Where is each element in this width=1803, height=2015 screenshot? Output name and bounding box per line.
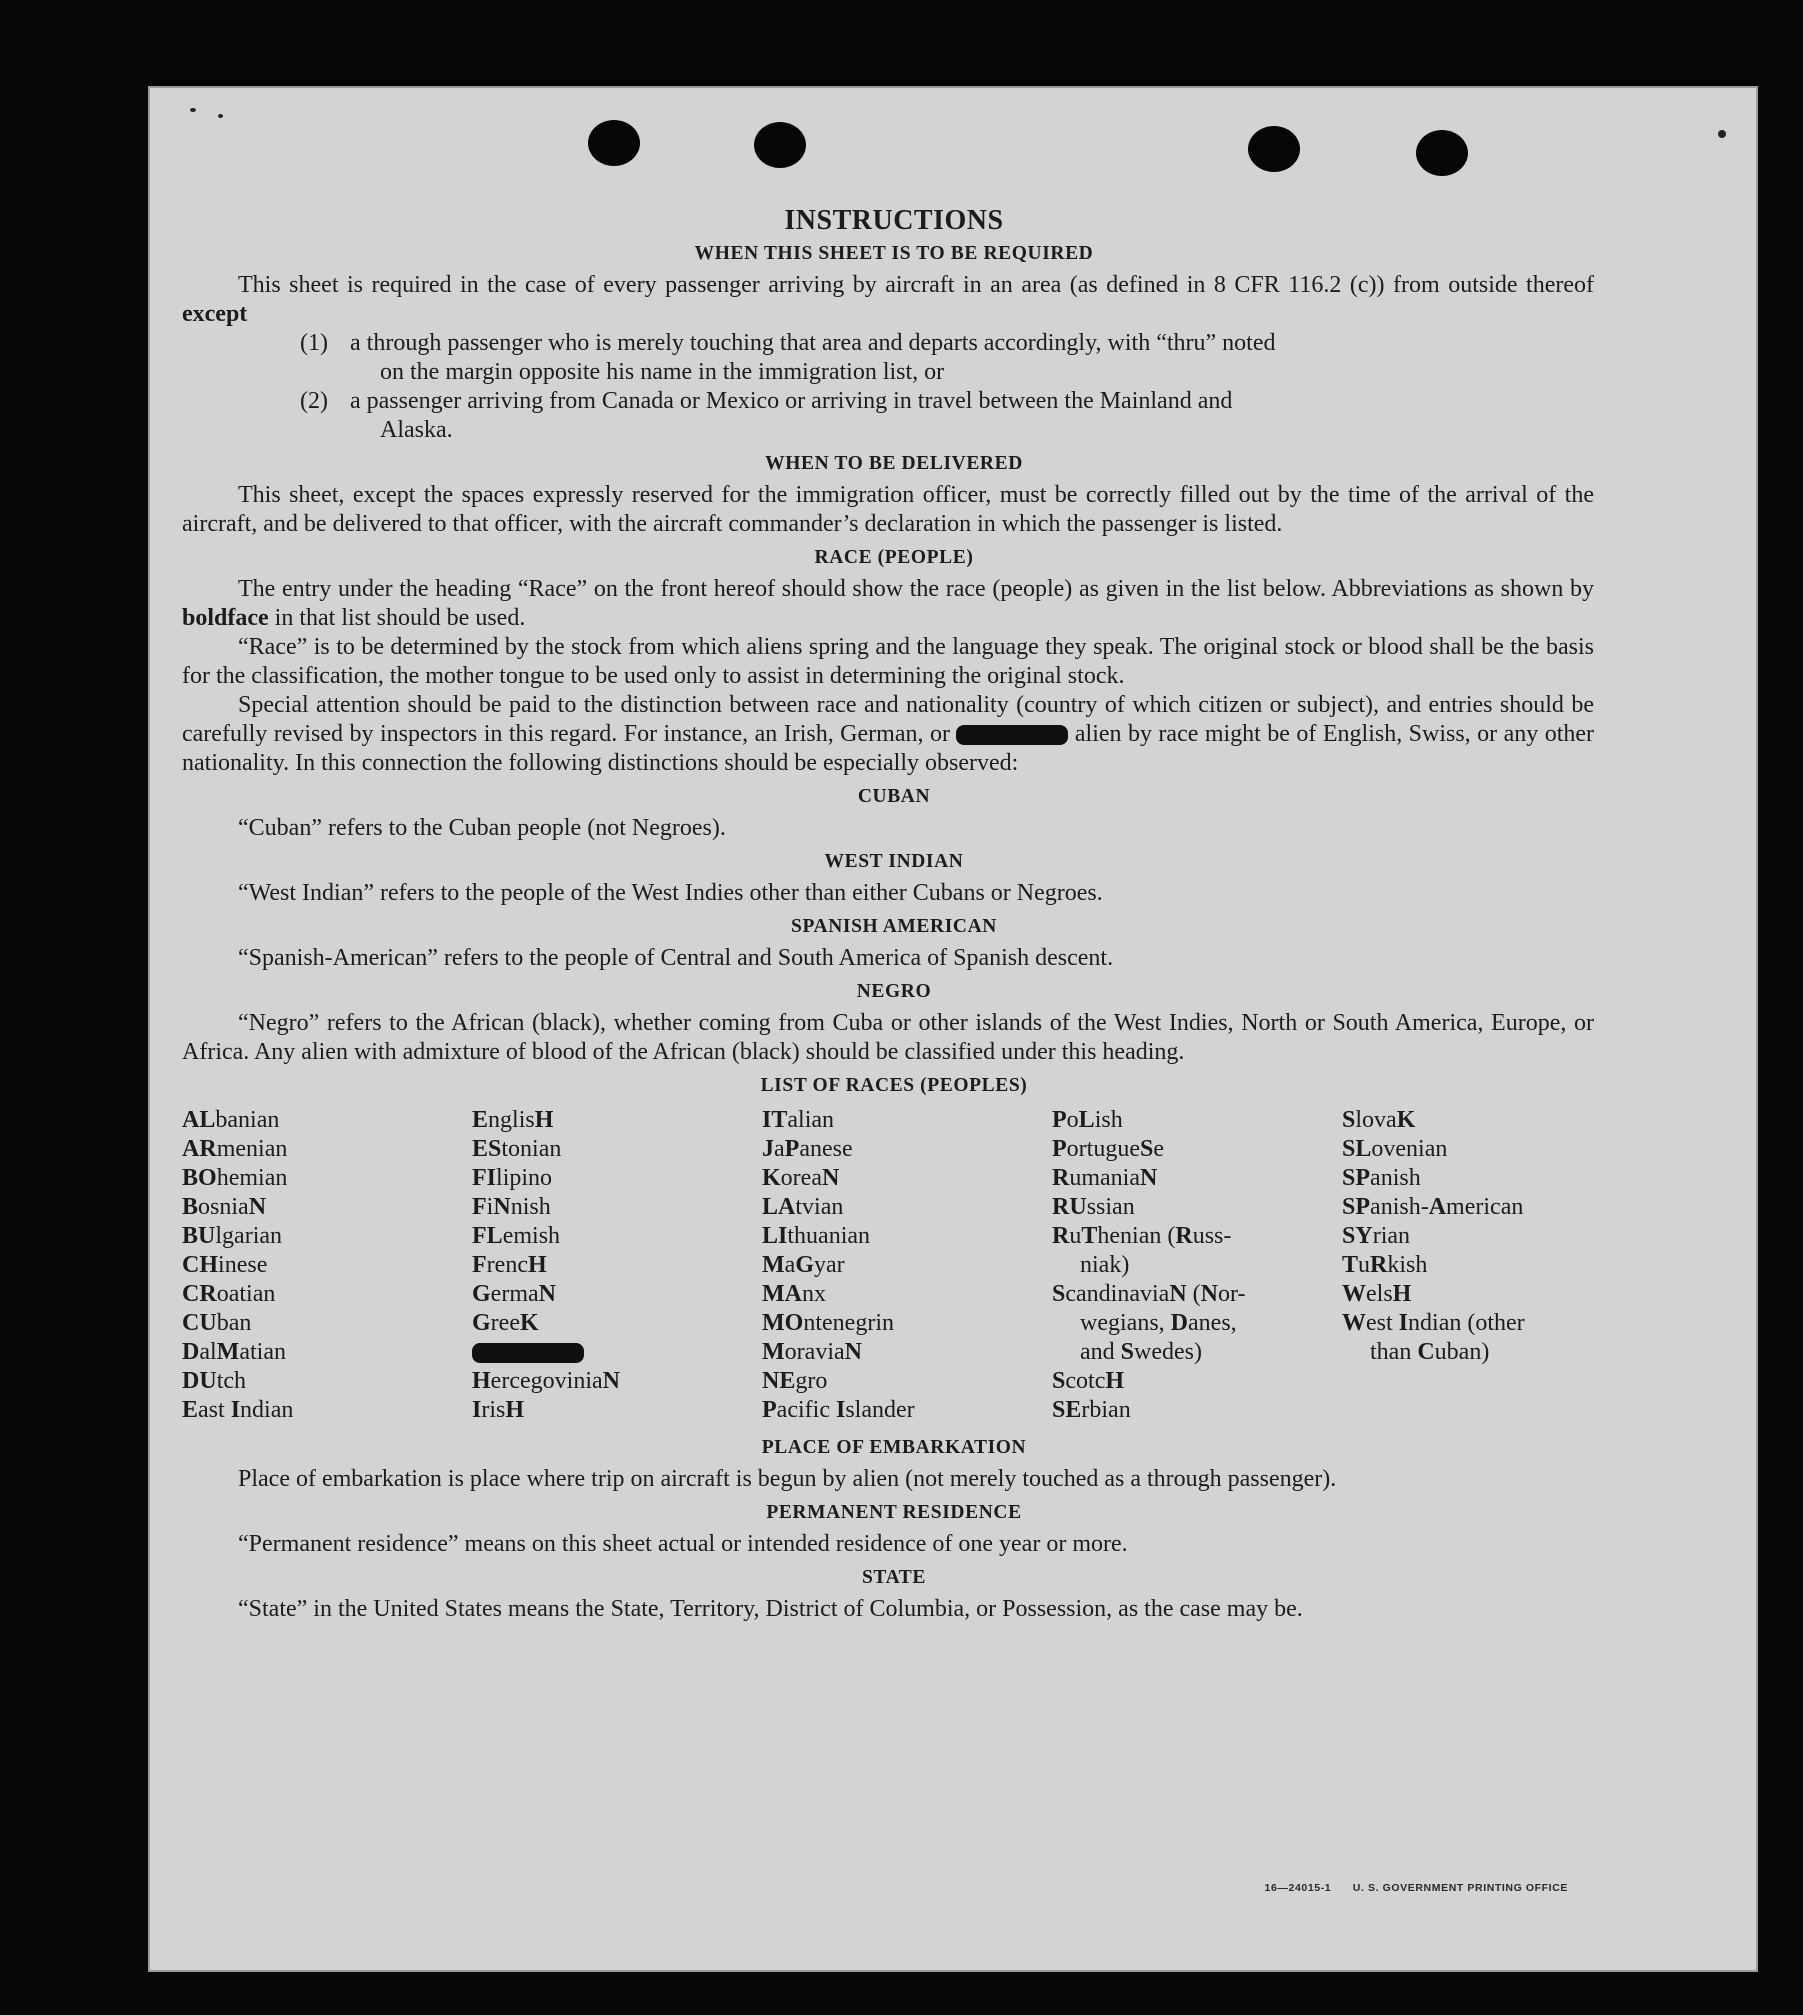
speck bbox=[190, 108, 196, 112]
race-item: GermaN bbox=[472, 1281, 556, 1307]
race-item: JaPanese bbox=[762, 1136, 853, 1162]
race-item: SPanish bbox=[1342, 1165, 1421, 1191]
race-item: FiNnish bbox=[472, 1194, 551, 1220]
race-item: LAtvian bbox=[762, 1194, 844, 1220]
race-item: MaGyar bbox=[762, 1252, 845, 1278]
race-item: RUssian bbox=[1052, 1194, 1135, 1220]
race-item: SLovenian bbox=[1342, 1136, 1448, 1162]
section-heading: NEGRO bbox=[856, 981, 932, 1002]
list-item: (1) a through passenger who is merely touching that area and departs accordingly, with “thru” noted on the margin opposite his name in the immigration list, or bbox=[300, 330, 1276, 385]
paragraph: “West Indian” refers to the people of the West Indies other than either Cubans or Negroes. bbox=[238, 880, 1103, 906]
section-heading: WEST INDIAN bbox=[824, 851, 964, 872]
punch-hole bbox=[1248, 126, 1300, 172]
race-item: RumaniaN bbox=[1052, 1165, 1158, 1191]
paragraph: “Permanent residence” means on this sheet actual or intended residence of one year or more. bbox=[238, 1531, 1128, 1557]
form-sheet bbox=[148, 86, 1758, 1972]
race-item: SYrian bbox=[1342, 1223, 1411, 1249]
race-item: SPanish-American bbox=[1342, 1194, 1524, 1220]
race-item: IrisH bbox=[472, 1397, 525, 1423]
race-column bbox=[762, 1106, 1052, 1425]
printer-name: U. S. GOVERNMENT PRINTING OFFICE bbox=[1352, 1882, 1568, 1894]
paragraph: This sheet is required in the case of every passenger arriving by aircraft in an area (as defined in 8 CFR 116.2 (c)) from outside thereof except bbox=[182, 272, 1594, 327]
paragraph: The entry under the heading “Race” on the front hereof should show the race (people) as given in the list below. Abbreviations as shown by boldface in that list should be used. bbox=[182, 576, 1594, 631]
race-item: ScandinaviaN (Nor- bbox=[1052, 1281, 1246, 1307]
race-item: GreeK bbox=[472, 1310, 539, 1336]
paragraph: “Negro” refers to the African (black), whether coming from Cuba or other islands of the West Indies, North or South America, Europe, or Africa. Any alien with admixture of blood of the African (black) should be classified under this heading. bbox=[182, 1010, 1594, 1065]
race-column bbox=[1052, 1106, 1342, 1425]
race-item: SErbian bbox=[1052, 1397, 1131, 1423]
race-item: Pacific Islander bbox=[762, 1397, 915, 1423]
race-item: FIlipino bbox=[472, 1165, 553, 1191]
race-item: FLemish bbox=[472, 1223, 561, 1249]
race-item: FrencH bbox=[472, 1252, 547, 1278]
section-heading: STATE bbox=[861, 1567, 927, 1588]
race-item: LIthuanian bbox=[762, 1223, 871, 1249]
paragraph: “Cuban” refers to the Cuban people (not Negroes). bbox=[238, 815, 726, 841]
punch-hole bbox=[1416, 130, 1468, 176]
race-item: PoLish bbox=[1052, 1107, 1123, 1133]
race-item: BosniaN bbox=[182, 1194, 267, 1220]
race-item: ScotcH bbox=[1052, 1368, 1125, 1394]
paragraph: “Race” is to be determined by the stock from which aliens spring and the language they speak. The original stock or blood shall be the basis for the classification, the mother tongue to be used only to assist in determining the original stock. bbox=[182, 634, 1594, 689]
speck bbox=[1718, 130, 1726, 138]
race-item: ITalian bbox=[762, 1107, 835, 1133]
race-item: CRoatian bbox=[182, 1281, 276, 1307]
race-item: HercegoviniaN bbox=[472, 1368, 620, 1394]
paragraph: Place of embarkation is place where trip on aircraft is begun by alien (not merely touched as a through passenger). bbox=[238, 1466, 1337, 1492]
race-item: and Swedes) bbox=[1080, 1339, 1203, 1365]
race-item: MoraviaN bbox=[762, 1339, 862, 1365]
race-list bbox=[182, 1106, 1594, 1425]
paragraph: Special attention should be paid to the distinction between race and nationality (country of which citizen or subject), and entries should be carefully revised by inspectors in this regard. For instance, an Irish, German, or alien by race might be of English, Swiss, or any other nationality. In this connection the following distinctions should be especially observed: bbox=[182, 692, 1595, 776]
paragraph: “Spanish-American” refers to the people of Central and South America of Spanish descent. bbox=[238, 945, 1114, 971]
instructions-body bbox=[182, 206, 1594, 1624]
race-item: TuRkish bbox=[1342, 1252, 1428, 1278]
race-item: ALbanian bbox=[182, 1107, 280, 1133]
form-number: 16—24015-1 bbox=[1264, 1882, 1332, 1894]
race-item: CUban bbox=[182, 1310, 252, 1336]
race-item: BUlgarian bbox=[182, 1223, 283, 1249]
section-heading: PLACE OF EMBARKATION bbox=[761, 1437, 1027, 1458]
page-title: INSTRUCTIONS bbox=[784, 205, 1004, 236]
race-item: wegians, Danes, bbox=[1080, 1310, 1237, 1336]
section-heading: CUBAN bbox=[857, 786, 931, 807]
race-item: niak) bbox=[1080, 1252, 1130, 1278]
section-heading: LIST OF RACES (PEOPLES) bbox=[760, 1075, 1028, 1096]
race-item: KoreaN bbox=[762, 1165, 840, 1191]
section-heading: WHEN TO BE DELIVERED bbox=[765, 453, 1023, 474]
race-item: East Indian bbox=[182, 1397, 294, 1423]
race-item: MAnx bbox=[762, 1281, 826, 1307]
race-item: NEgro bbox=[762, 1368, 828, 1394]
speck bbox=[218, 114, 223, 118]
punch-hole bbox=[754, 122, 806, 168]
redaction-mark bbox=[472, 1343, 584, 1363]
race-item: EStonian bbox=[472, 1136, 562, 1162]
section-heading: WHEN THIS SHEET IS TO BE REQUIRED bbox=[694, 243, 1094, 264]
race-column bbox=[472, 1106, 762, 1425]
section-heading: PERMANENT RESIDENCE bbox=[766, 1502, 1022, 1523]
race-column bbox=[1342, 1106, 1632, 1425]
race-item: SlovaK bbox=[1342, 1107, 1416, 1133]
paragraph: “State” in the United States means the State, Territory, District of Columbia, or Possession, as the case may be. bbox=[238, 1596, 1303, 1622]
race-item: WelsH bbox=[1342, 1281, 1412, 1307]
race-item: EnglisH bbox=[472, 1107, 554, 1133]
section-heading: RACE (PEOPLE) bbox=[814, 547, 974, 568]
race-item: ARmenian bbox=[182, 1136, 288, 1162]
redaction-mark bbox=[956, 725, 1068, 745]
paragraph: This sheet, except the spaces expressly reserved for the immigration officer, must be correctly filled out by the time of the arrival of the aircraft, and be delivered to that officer, with the aircraft commander’s declaration in which the passenger is listed. bbox=[182, 482, 1594, 537]
race-item: DUtch bbox=[182, 1368, 247, 1394]
race-item: RuThenian (Russ- bbox=[1052, 1223, 1232, 1249]
section-heading: SPANISH AMERICAN bbox=[791, 916, 997, 937]
list-item: (2) a passenger arriving from Canada or Mexico or arriving in travel between the Mainland and Alaska. bbox=[300, 388, 1233, 443]
race-column bbox=[182, 1106, 472, 1425]
race-item: than Cuban) bbox=[1370, 1339, 1490, 1365]
race-item: West Indian (other bbox=[1342, 1310, 1525, 1336]
printer-imprint bbox=[1247, 1882, 1568, 1894]
race-item: DalMatian bbox=[182, 1339, 286, 1365]
race-item: CHinese bbox=[182, 1252, 268, 1278]
race-item: BOhemian bbox=[182, 1165, 288, 1191]
race-item: MOntenegrin bbox=[762, 1310, 894, 1336]
punch-hole bbox=[588, 120, 640, 166]
race-item: PortugueSe bbox=[1052, 1136, 1165, 1162]
race-item bbox=[472, 1338, 762, 1367]
